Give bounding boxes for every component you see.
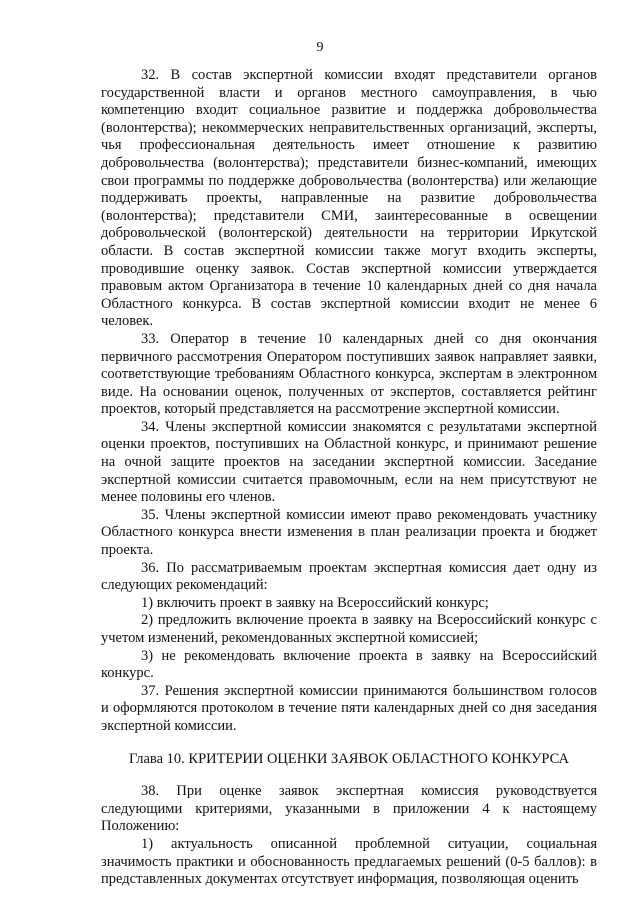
chapter-heading: Глава 10. КРИТЕРИИ ОЦЕНКИ ЗАЯВОК ОБЛАСТНОГО КОНКУРСА xyxy=(128,750,570,767)
paragraph-37: 37. Решения экспертной комиссии принимаются большинством голосов и оформляются протоколом в течение пяти календарных дней со дня заседания экспертной комиссии. xyxy=(101,682,597,734)
document-body xyxy=(101,67,597,889)
paragraph-34: 34. Члены экспертной комиссии знакомятся с результатами экспертной оценки проектов, поступивших на Областной конкурс, и принимают решение на очной защите проектов на заседании экспертной комиссии. Заседание экспертной комиссии считается правомочным, если на нем присутствуют не менее половины его членов. xyxy=(101,418,597,506)
recommendation-item-1: 1) включить проект в заявку на Всероссийский конкурс; xyxy=(141,594,489,611)
recommendation-item-2: 2) предложить включение проекта в заявку на Всероссийский конкурс с учетом изменений, рекомендованных экспертной комиссией; xyxy=(101,612,597,646)
recommendation-item-3: 3) не рекомендовать включение проекта в заявку на Всероссийский конкурс. xyxy=(101,647,597,682)
criterion-item-1: 1) актуальность описанной проблемной ситуации, социальная значимость практики и обоснованность предлагаемых решений (0-5 баллов): в представленных документах отсутствует информация, позволяющая оценить xyxy=(101,835,597,888)
paragraph-33: 33. Оператор в течение 10 календарных дней со дня окончания первичного рассмотрения Оператором поступивших заявок направляет заявки, соответствующие требованиям Областного конкурса, экспертам в электронном виде. На основании оценок, полученных от экспертов, составляется рейтинг проектов, который представляется на рассмотрение экспертной комиссии. xyxy=(101,330,597,418)
paragraph-35: 35. Члены экспертной комиссии имеют право рекомендовать участнику Областного конкурса внести изменения в план реализации проекта и бюджет проекта. xyxy=(101,506,597,559)
paragraph-32: 32. В состав экспертной комиссии входят представители органов государственной власти и органов местного самоуправления, в чью компетенцию входит социальное развитие и поддержка добровольчества (волонтерства); некоммерческих неправительственных организаций, эксперты, чья профессиональная деятельность имеет отношение к развитию добровольчества (волонтерства); представители бизнес-компаний, имеющих свои программы по поддержке добровольчества (волонтерства) или желающие поддерживать проекты, направленные на развитие добровольчества (волонтерства); представители СМИ, заинтересованные в освещении добровольческой (волонтерской) деятельности на территории Иркутской области. В состав экспертной комиссии также могут входить эксперты, проводившие оценку заявок. Состав экспертной комиссии утверждается правовым актом Организатора в течение 10 календарных дней со дня начала Областного конкурса. В состав экспертной комиссии входит не менее 6 человек. xyxy=(101,67,597,330)
paragraph-36: 36. По рассматриваемым проектам экспертная комиссия дает одну из следующих рекомендаций: xyxy=(101,559,597,594)
paragraph-38: 38. При оценке заявок экспертная комиссия руководствуется следующими критериями, указанными в приложении 4 к настоящему Положению: xyxy=(101,783,597,835)
page-number: 9 xyxy=(316,40,324,55)
